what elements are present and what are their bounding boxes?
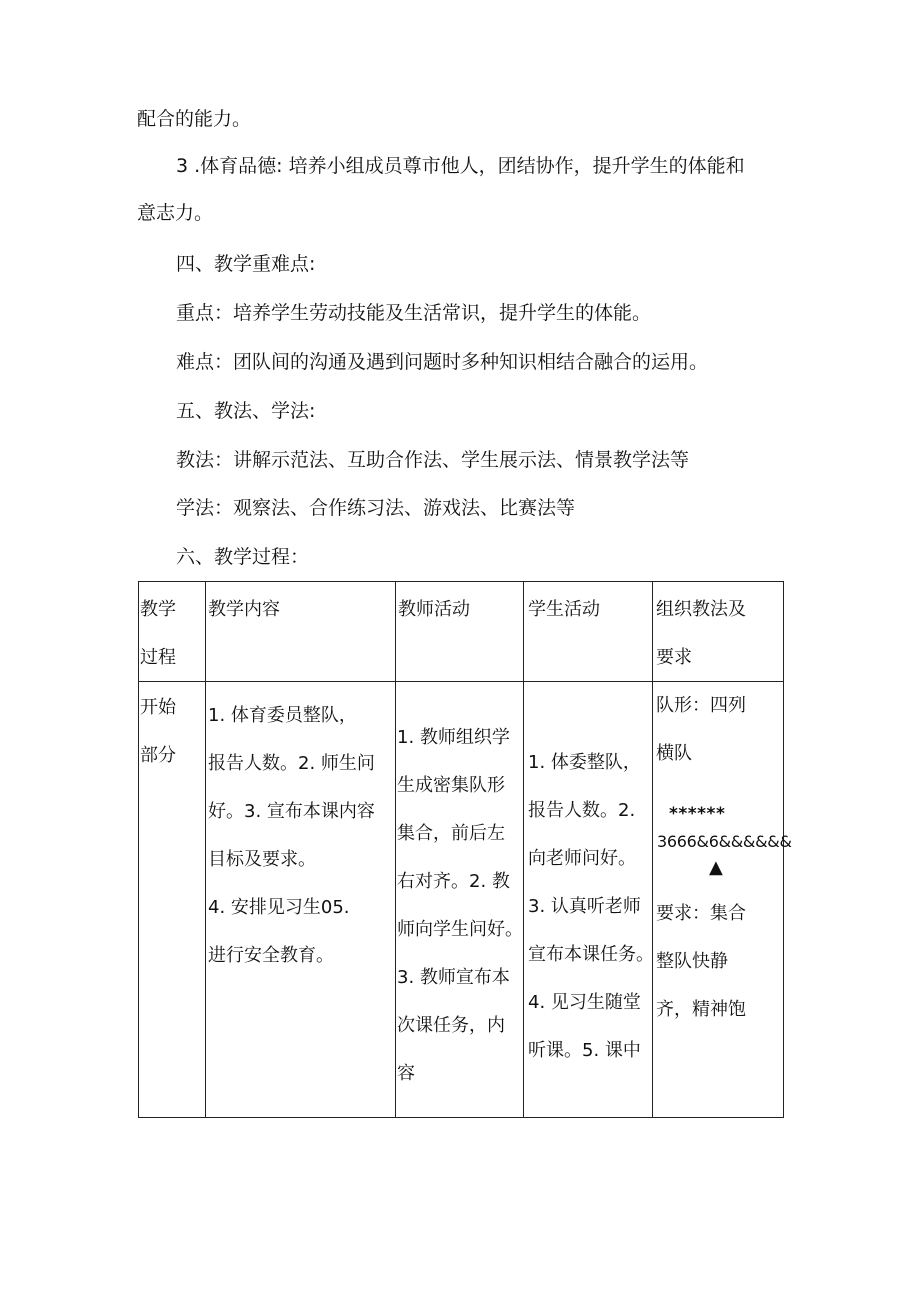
cell-text: 师向学生问好。 <box>397 919 523 940</box>
header-cell-process <box>139 582 206 682</box>
cell-text: 集合，前后左 <box>397 823 505 844</box>
section-heading-5: 五、教法、学法: <box>176 400 316 422</box>
header-text: 教学内容 <box>208 599 280 620</box>
cell-text: 齐，精神饱 <box>656 999 746 1020</box>
cell-text: 开始 <box>140 697 176 718</box>
cell-text: 容 <box>397 1063 415 1084</box>
cell-text: 1. 教师组织学 <box>397 727 510 748</box>
cell-text: 向老师问好。 <box>528 848 636 869</box>
table-header-row <box>139 582 784 682</box>
cell-text: 好。3. 宣布本课内容 <box>208 801 375 822</box>
section-heading-6: 六、教学过程： <box>176 546 310 568</box>
cell-text: 要求：集合 <box>656 903 746 924</box>
cell-text: 部分 <box>140 745 176 766</box>
header-text: 要求 <box>656 647 692 668</box>
cell-text: 3. 认真听老师 <box>528 896 641 917</box>
lesson-process-table <box>138 581 792 1117</box>
cell-text: 横队 <box>656 743 692 764</box>
cell-process <box>139 682 206 1118</box>
section-heading-4: 四、教学重难点: <box>176 253 316 275</box>
cell-text: 报告人数。2. 师生问 <box>208 753 375 774</box>
cell-text: 4. 见习生随堂 <box>528 992 641 1013</box>
formation-stars: ****** <box>669 804 726 824</box>
header-cell-teacher <box>396 582 524 682</box>
header-text: 组织教法及 <box>656 599 746 620</box>
teacher-position-triangle-icon: ▲ <box>709 857 723 878</box>
cell-organization <box>653 682 792 1118</box>
cell-text: 3. 教师宣布本 <box>397 967 510 988</box>
paragraph-2: 3 .体育品德: 培养小组成员尊市他人，团结协作，提升学生的体能和 <box>176 155 745 177</box>
cell-text: 报告人数。2. <box>528 800 636 821</box>
paragraph-teaching-method: 教法：讲解示范法、互助合作法、学生展示法、情景教学法等 <box>176 449 690 471</box>
cell-text: 4. 安排见习生05. <box>208 897 350 918</box>
cell-teacher <box>396 682 524 1118</box>
cell-text: 队形：四列 <box>656 695 746 716</box>
table-row <box>139 682 784 1118</box>
header-text: 学生活动 <box>528 599 600 620</box>
cell-text: 目标及要求。 <box>208 849 316 870</box>
cell-student <box>524 682 653 1118</box>
header-text: 教师活动 <box>398 599 470 620</box>
paragraph-key-point: 重点：培养学生劳动技能及生活常识，提升学生的体能。 <box>176 302 652 324</box>
cell-content <box>206 682 396 1118</box>
paragraph-3: 意志力。 <box>137 202 214 224</box>
cell-text: 进行安全教育。 <box>208 945 334 966</box>
cell-text: 生成密集队形 <box>397 775 505 796</box>
cell-text: 1. 体委整队， <box>528 752 641 773</box>
cell-text: 听课。5. 课中 <box>528 1040 641 1061</box>
cell-text: 次课任务，内 <box>397 1015 505 1036</box>
cell-text: 整队快静 <box>656 951 728 972</box>
header-cell-organization <box>653 582 784 682</box>
header-text: 过程 <box>140 647 176 668</box>
header-text: 教学 <box>140 599 176 620</box>
cell-text: 右对齐。2. 教 <box>397 871 510 892</box>
paragraph-learning-method: 学法：观察法、合作练习法、游戏法、比赛法等 <box>176 497 576 519</box>
paragraph-1: 配合的能力。 <box>137 108 252 130</box>
paragraph-difficulty: 难点：团队间的沟通及遇到问题时多种知识相结合融合的运用。 <box>176 351 709 373</box>
header-cell-content <box>206 582 396 682</box>
cell-text: 宣布本课任务。 <box>528 944 654 965</box>
header-cell-student <box>524 582 653 682</box>
formation-rows: 3666&6&&&&&& <box>657 832 792 851</box>
cell-text: 1. 体育委员整队， <box>208 705 357 726</box>
